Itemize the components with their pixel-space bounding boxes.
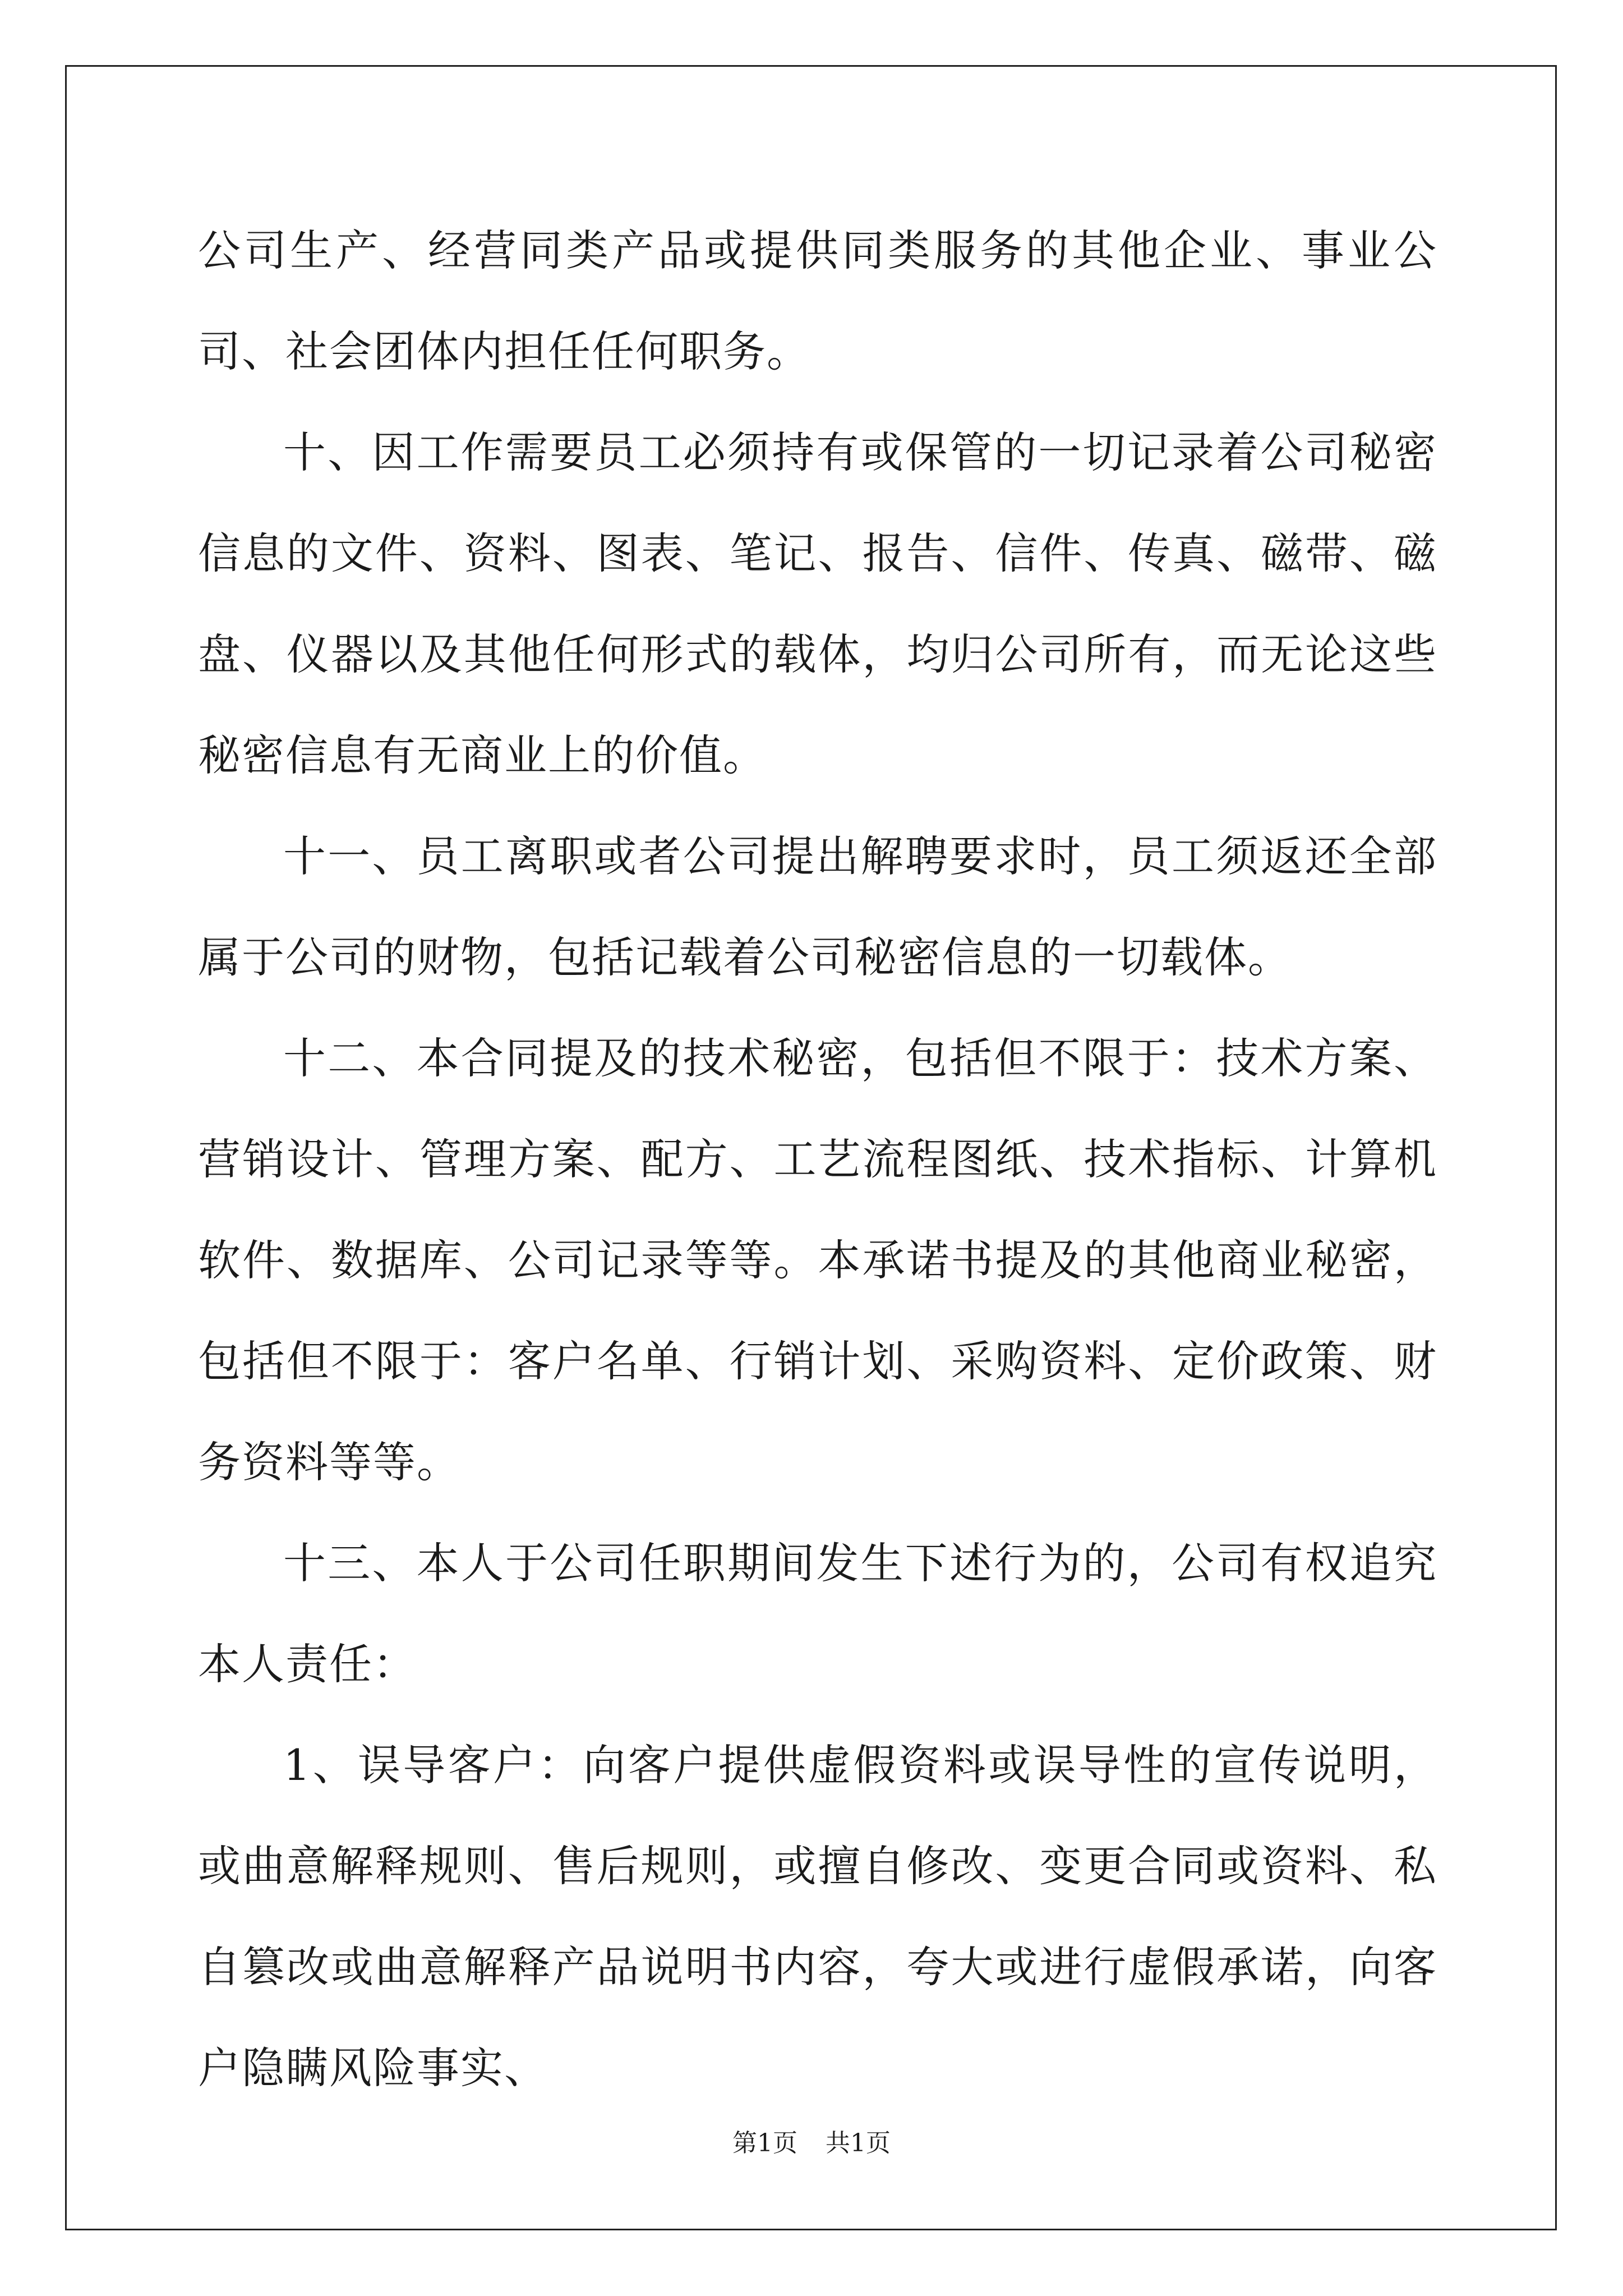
document-body xyxy=(198,200,1437,2119)
page-total: 共1页 xyxy=(826,2129,891,2157)
paragraph-continuation: 公司生产、经营同类产品或提供同类服务的其他企业、事业公司、社会团体内担任任何职务。 xyxy=(198,226,1437,376)
paragraph-clause-13: 十三、本人于公司任职期间发生下述行为的，公司有权追究本人责任： xyxy=(198,1538,1437,1689)
page-footer xyxy=(0,2123,1623,2159)
paragraph-clause-10: 十、因工作需要员工必须持有或保管的一切记录着公司秘密信息的文件、资料、图表、笔记、报告、信件、传真、磁带、磁盘、仪器以及其他任何形式的载体，均归公司所有，而无论这些秘密信息有无商业上的价值。 xyxy=(198,427,1437,780)
paragraph-item-1: 1、误导客户：向客户提供虚假资料或误导性的宣传说明，或曲意解释规则、售后规则，或擅自修改、变更合同或资料、私自篡改或曲意解释产品说明书内容，夸大或进行虚假承诺，向客户隐瞒风险事实、 xyxy=(198,1740,1437,2093)
page-number: 第1页 xyxy=(732,2129,797,2157)
paragraph-clause-11: 十一、员工离职或者公司提出解聘要求时，员工须返还全部属于公司的财物，包括记载着公司秘密信息的一切载体。 xyxy=(198,831,1437,982)
paragraph-clause-12: 十二、本合同提及的技术秘密，包括但不限于：技术方案、营销设计、管理方案、配方、工艺流程图纸、技术指标、计算机软件、数据库、公司记录等等。本承诺书提及的其他商业秘密，包括但不限于：客户名单、行销计划、采购资料、定价政策、财务资料等等。 xyxy=(198,1033,1437,1487)
